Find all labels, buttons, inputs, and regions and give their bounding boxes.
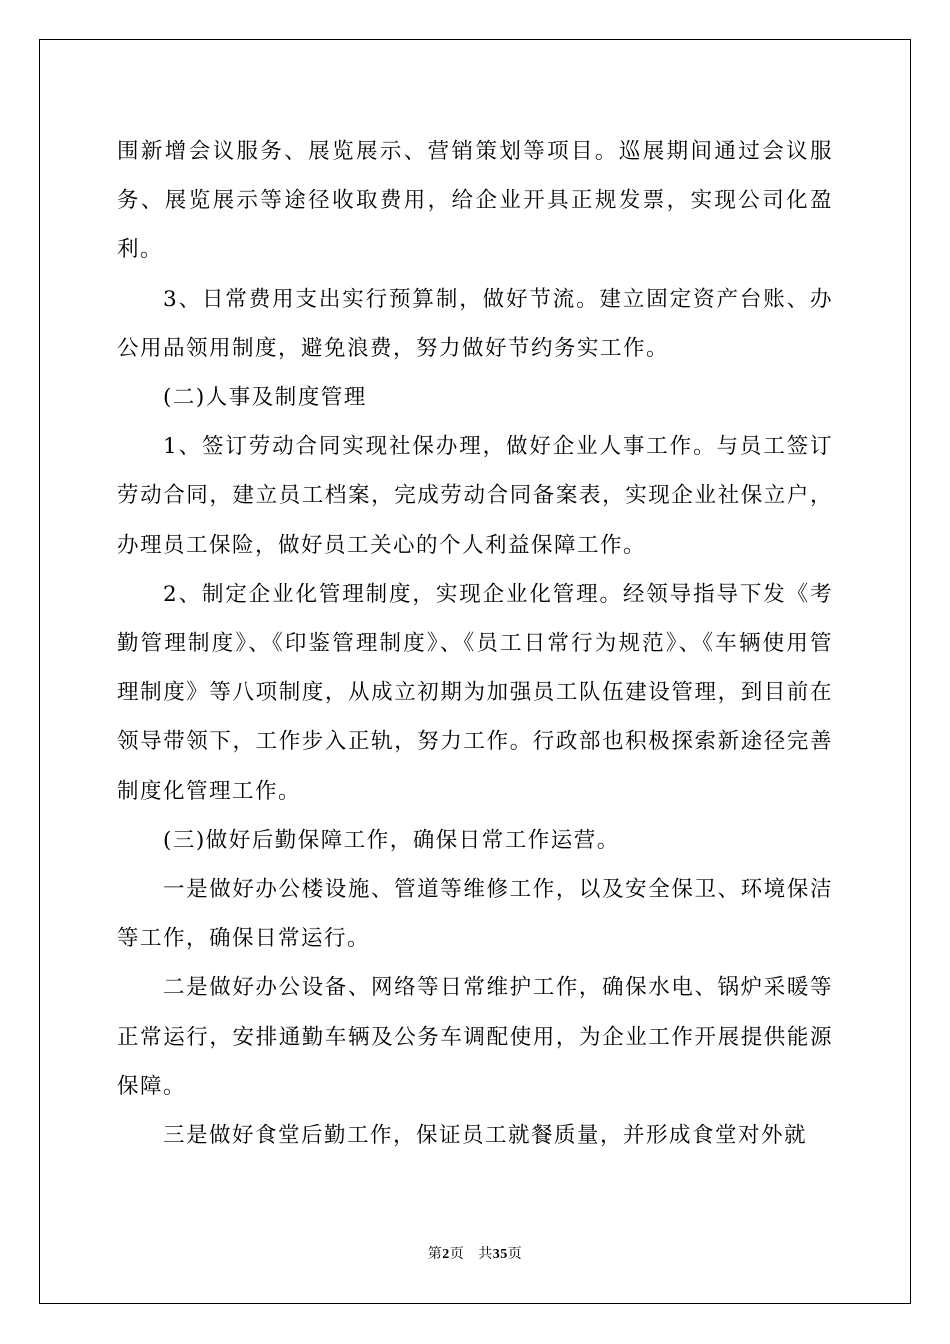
footer-total-prefix: 共 xyxy=(478,1246,493,1262)
paragraph-5: 一是做好办公楼设施、管道等维修工作，以及安全保卫、环境保洁等工作，确保日常运行。 xyxy=(117,877,833,952)
paragraph-4: 2、制定企业化管理制度，实现企业化管理。经领导指导下发《考勤管理制度》、《印鉴管理制度》、《员工日常行为规范》、《车辆使用管理制度》等八项制度，从成立初期为加强员工队伍建设管理，到目前在领导带领下，工作步入正轨，努力工作。行政部也积极探索新途径完善制度化管理工作。 xyxy=(117,581,833,804)
footer-page-number: 2 xyxy=(442,1247,450,1262)
footer-page-suffix: 页 xyxy=(449,1246,465,1262)
section-heading-logistics: (三)做好后勤保障工作，确保日常工作运营。 xyxy=(163,827,620,853)
paragraph-3: 1、签订劳动合同实现社保办理，做好企业人事工作。与员工签订劳动合同，建立员工档案，完成劳动合同备案表，实现企业社保立户，办理员工保险，做好员工关心的个人利益保障工作。 xyxy=(117,434,833,558)
footer-total-pages: 35 xyxy=(492,1247,508,1262)
footer-page-prefix: 第 xyxy=(427,1246,443,1262)
footer-total-suffix: 页 xyxy=(507,1246,523,1262)
page-footer xyxy=(0,1245,950,1264)
paragraph-7: 三是做好食堂后勤工作，保证员工就餐质量，并形成食堂对外就 xyxy=(163,1123,808,1149)
paragraph-2: 3、日常费用支出实行预算制，做好节流。建立固定资产台账、办公用品领用制度，避免浪费，努力做好节约务实工作。 xyxy=(117,286,833,361)
document-body xyxy=(117,127,833,1160)
section-heading-personnel: (二)人事及制度管理 xyxy=(163,385,367,411)
paragraph-1: 围新增会议服务、展览展示、营销策划等项目。巡展期间通过会议服务、展览展示等途径收取费用，给企业开具正规发票，实现公司化盈利。 xyxy=(117,139,833,263)
paragraph-6: 二是做好办公设备、网络等日常维护工作，确保水电、锅炉采暖等正常运行，安排通勤车辆及公务车调配使用，为企业工作开展提供能源保障。 xyxy=(117,975,833,1099)
